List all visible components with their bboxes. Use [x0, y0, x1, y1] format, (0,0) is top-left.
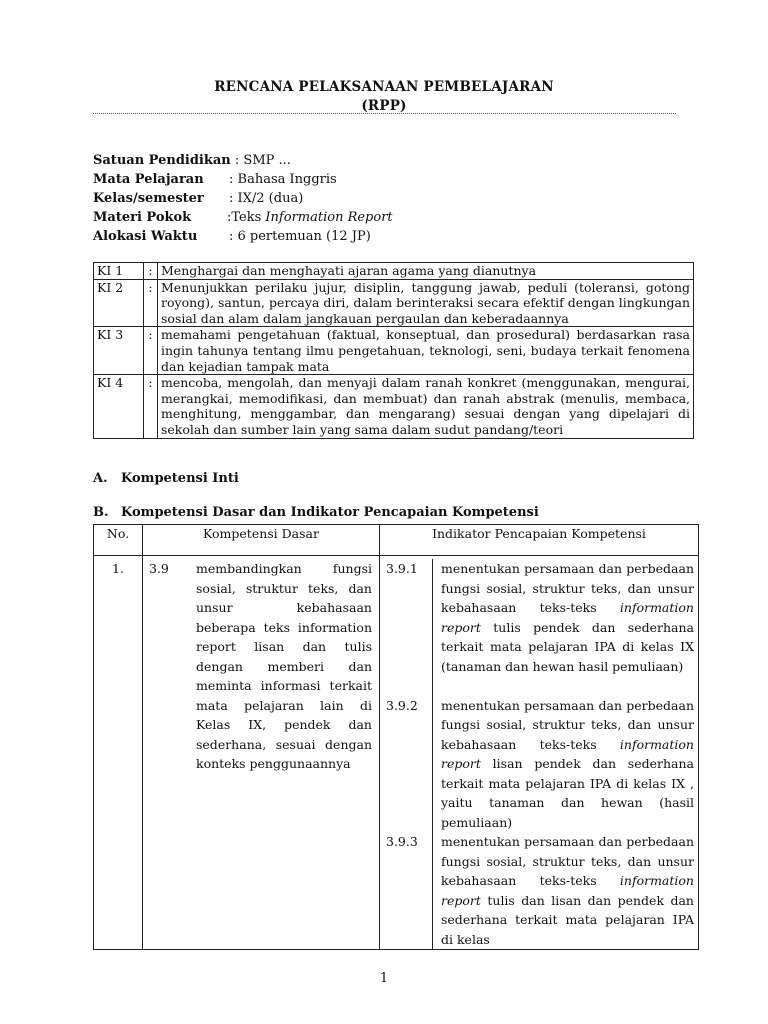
meta-value: : 6 pertemuan (12 JP) [229, 229, 371, 244]
kd-code: 3.9 [149, 561, 169, 576]
meta-value: : IX/2 (dua) [229, 191, 304, 206]
document-title: RENCANA PELAKSANAAN PEMBELAJARAN [214, 79, 554, 95]
ki-code: KI 3 [94, 327, 144, 375]
table-header-row [94, 525, 699, 556]
meta-label: Mata Pelajaran [93, 172, 204, 187]
ki-text: Menghargai dan menghayati ajaran agama yang dianutnya [158, 263, 694, 280]
meta-label: Satuan Pendidikan [93, 153, 231, 168]
column-header-kd: Kompetensi Dasar [143, 525, 380, 556]
document-subtitle: (RPP) [361, 98, 407, 114]
section-letter: B. [93, 505, 109, 520]
meta-value: :Teks Information Report [227, 210, 393, 225]
meta-row-alokasi [93, 227, 393, 246]
ik-code-column [380, 559, 433, 949]
table-row [94, 327, 694, 375]
ki-text: memahami pengetahuan (faktual, konseptual, dan prosedural) berdasarkan rasa ingin tahunya tentang ilmu pengetahuan, teknologi, seni, budaya terkait fenomena dan kejadian tampak mata [158, 327, 694, 375]
meta-label: Materi Pokok [93, 210, 192, 225]
table-row [94, 263, 694, 280]
kd-cell [143, 556, 380, 950]
ik-code: 3.9.1 [386, 561, 418, 576]
meta-row-satuan [93, 151, 393, 170]
meta-value: : Bahasa Inggris [229, 172, 337, 187]
ki-code: KI 2 [94, 279, 144, 327]
ki-code: KI 4 [94, 375, 144, 438]
row-number: 1. [94, 556, 143, 950]
meta-row-mapel [93, 170, 393, 189]
identity-block [93, 151, 393, 246]
table-row [94, 556, 699, 950]
section-letter: A. [93, 471, 108, 486]
ik-text: menentukan persamaan dan perbedaan fungsi sosial, struktur teks, dan unsur kebahasaan teks-teks information report tulis pendek dan sederhana terkait mata pelajaran IPA di kelas IX (tanaman dan hewan hasil pemuliaan) [441, 561, 694, 674]
ki-separator: : [144, 279, 158, 327]
ik-code: 3.9.2 [386, 697, 418, 713]
section-a-heading [93, 471, 239, 486]
ik-code: 3.9.3 [386, 834, 418, 849]
ik-text-column [433, 559, 698, 949]
section-title: Kompetensi Inti [121, 471, 239, 486]
kd-text: membandingkan fungsi sosial, struktur teks, dan unsur kebahasaan beberapa teks information report lisan dan tulis dengan memberi dan meminta informasi terkait mata pelajaran lain di Kelas IX, pendek dan sederhana, sesuai dengan konteks penggunaannya [196, 561, 372, 771]
ki-text: mencoba, mengolah, dan menyaji dalam ranah konkret (menggunakan, mengurai, merangkai, memodifikasi, dan membuat) dan ranah abstrak (menulis, membaca, menghitung, menggambar, dan mengarang) sesuai dengan yang dipelajari di sekolah dan sumber lain yang sama dalam sudut pandang/teori [158, 375, 694, 438]
ik-text: menentukan persamaan dan perbedaan fungsi sosial, struktur teks, dan unsur kebahasaan teks-teks information report tulis dan lisan dan pendek dan sederhana terkait mata pelajaran IPA di kelas [441, 834, 694, 947]
column-header-no: No. [94, 525, 143, 556]
ki-text: Menunjukkan perilaku jujur, disiplin, tanggung jawab, peduli (toleransi, gotong royong), santun, percaya diri, dalam berinteraksi secara efektif dengan lingkungan sosial dan alam dalam jangkauan pergaulan dan keberadaannya [158, 279, 694, 327]
ik-text: menentukan persamaan dan perbedaan fungsi sosial, struktur teks, dan unsur kebahasaan teks-teks information report lisan pendek dan sederhana terkait mata pelajaran IPA di kelas IX , yaitu tanaman dan hewan (hasil pemuliaan) [441, 697, 694, 830]
kompetensi-inti-table [93, 262, 694, 439]
table-row [94, 375, 694, 438]
section-b-heading [93, 505, 539, 520]
title-divider [93, 113, 676, 114]
meta-row-materi [93, 208, 393, 227]
ki-separator: : [144, 327, 158, 375]
section-title: Kompetensi Dasar dan Indikator Pencapaian Kompetensi [121, 505, 539, 520]
kompetensi-dasar-table [93, 524, 699, 950]
ki-separator: : [144, 263, 158, 280]
meta-row-kelas [93, 189, 393, 208]
ki-separator: : [144, 375, 158, 438]
ik-cell [380, 556, 699, 950]
page-number: 1 [379, 971, 389, 986]
meta-label: Alokasi Waktu [93, 229, 198, 244]
meta-value: : SMP ... [234, 153, 291, 168]
column-header-ik: Indikator Pencapaian Kompetensi [380, 525, 699, 556]
ki-code: KI 1 [94, 263, 144, 280]
meta-label: Kelas/semester [93, 191, 204, 206]
table-row [94, 279, 694, 327]
